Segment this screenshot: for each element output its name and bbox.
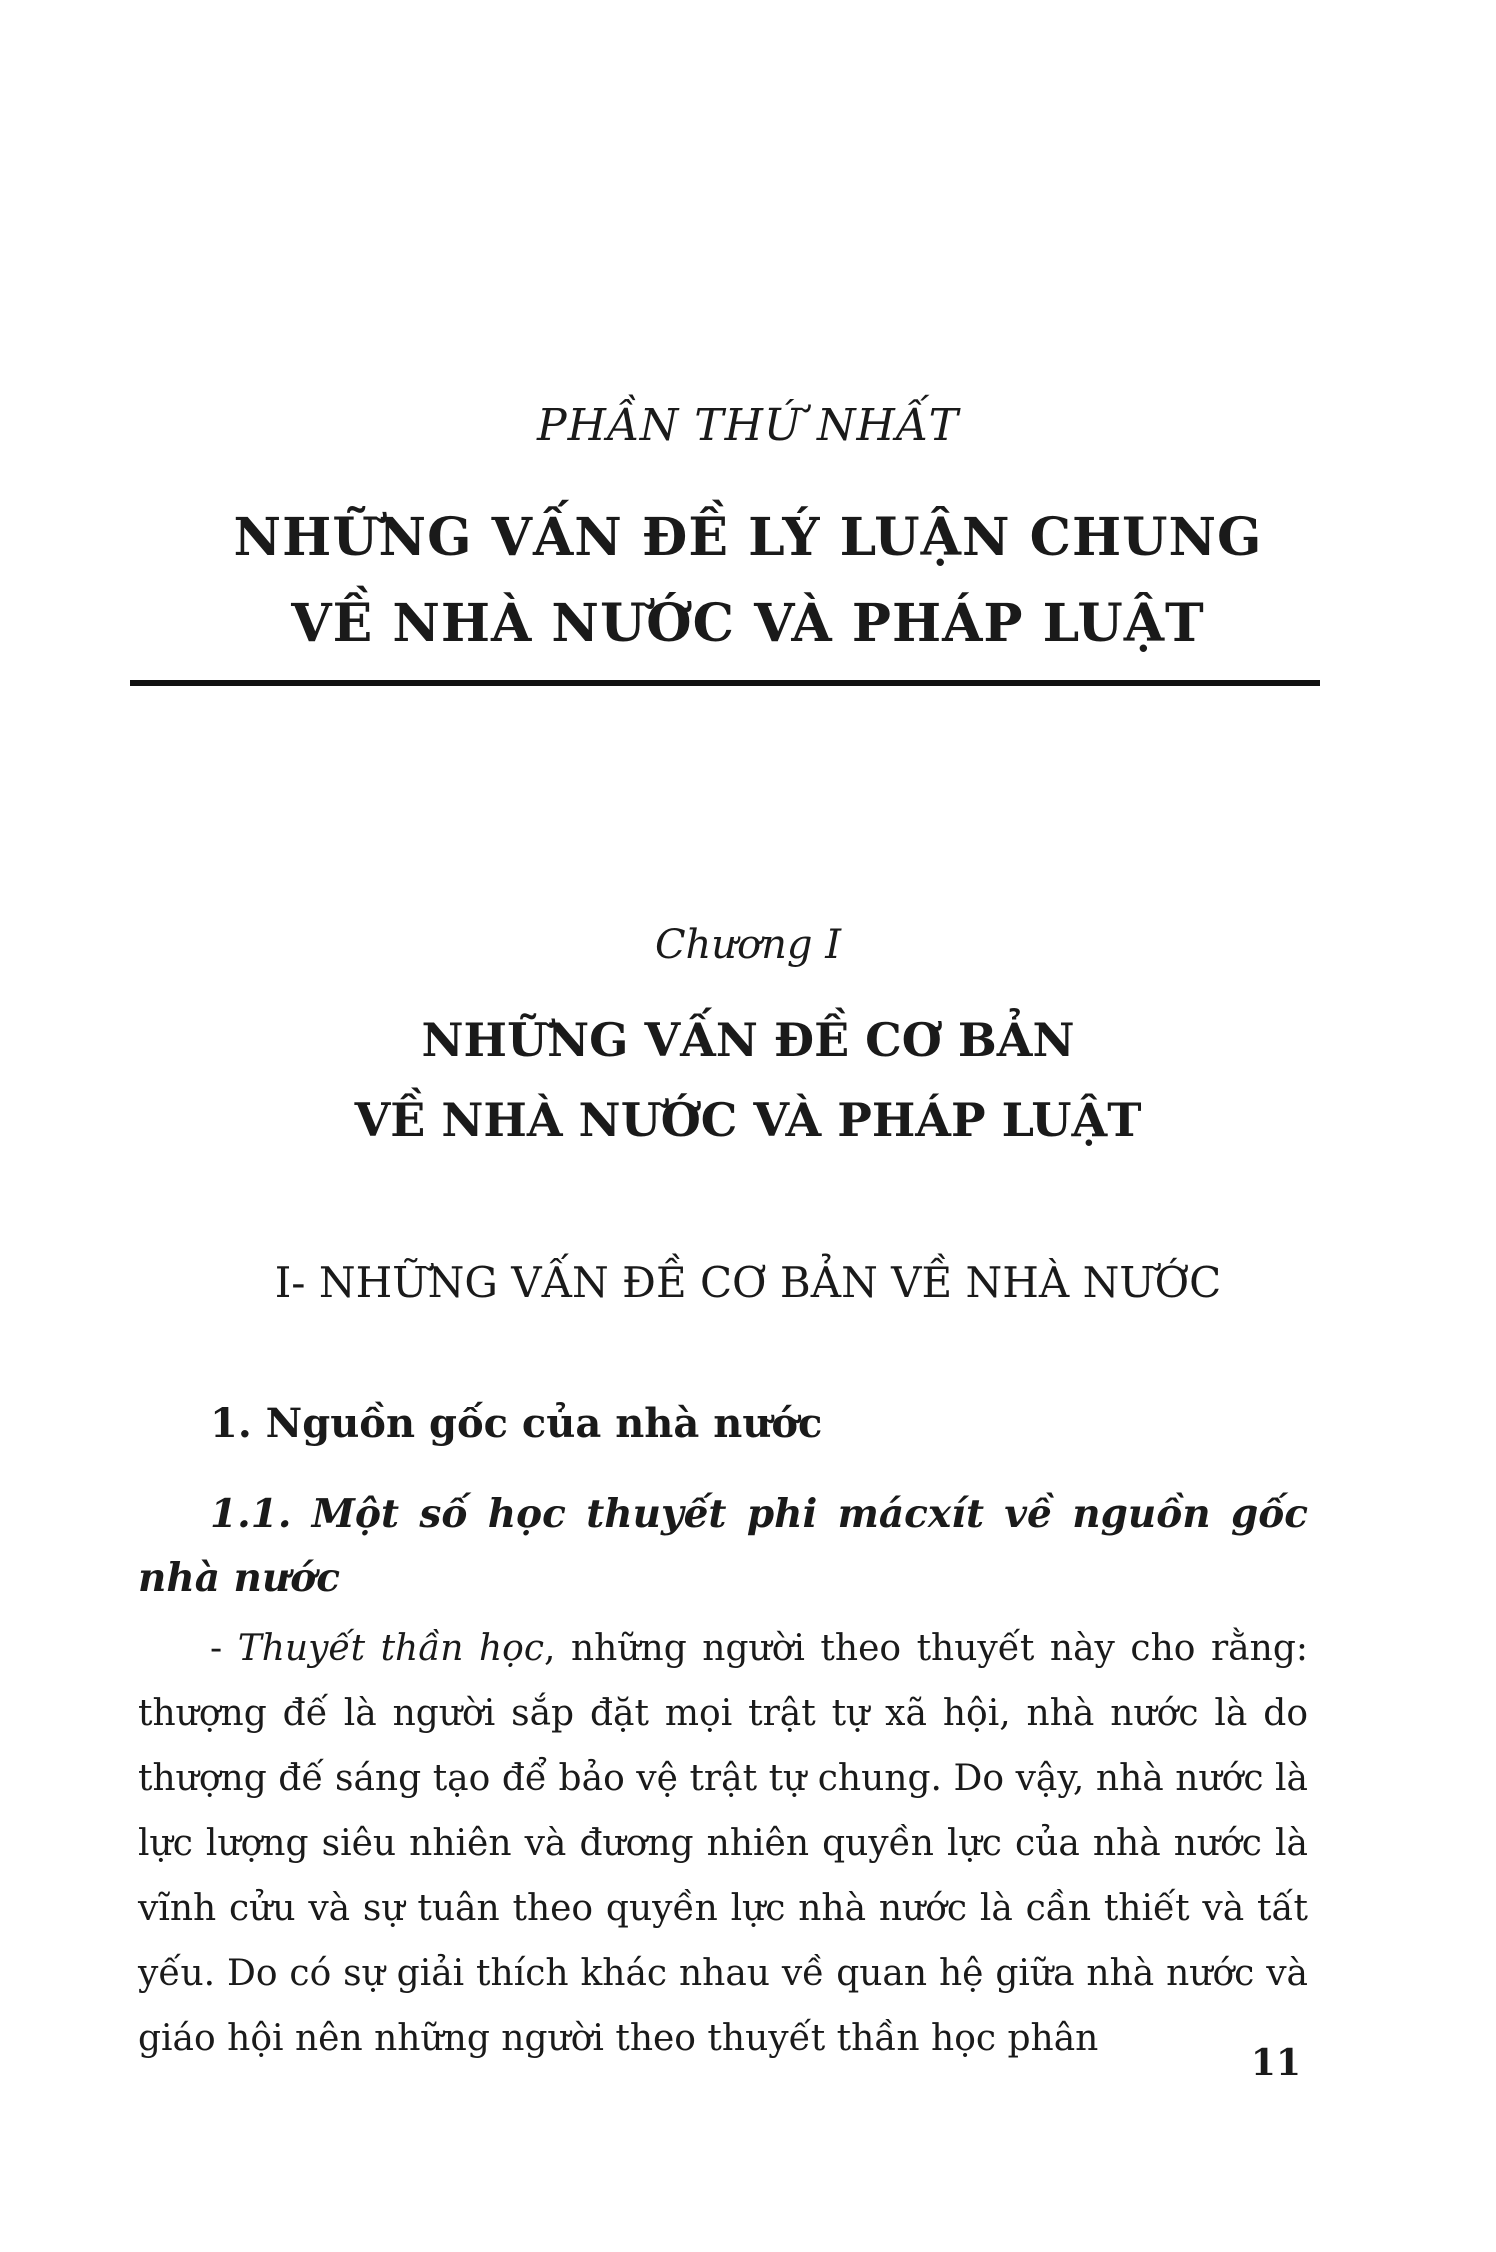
paragraph-text: , những người theo thuyết này cho rằng: thượng đế là người sắp đặt mọi trật tự xã hội, nhà nước là do thượng đế sáng tạo để bảo vệ trật tự chung. Do vậy, nhà nước là lực lượng siêu nhiên và đương nhiên quyền lực của nhà nước là vĩnh cửu và sự tuân theo quyền lực nhà nước là cần thiết và tất yếu. Do có sự giải thích khác nhau về quan hệ giữa nhà nước và giáo hội nên những người theo thuyết thần học phân	[138, 1628, 1308, 2059]
chapter-title-line-1: NHỮNG VẤN ĐỀ CƠ BẢN	[421, 1013, 1075, 1067]
body-paragraph	[138, 1616, 1308, 2071]
part-title	[0, 495, 1496, 667]
chapter-label: Chương I	[654, 922, 842, 968]
subsection-heading: 1. Nguồn gốc của nhà nước	[210, 1400, 823, 1447]
part-label: PHẦN THỨ NHẤT	[536, 400, 960, 451]
section-heading: I- NHỮNG VẤN ĐỀ CƠ BẢN VỀ NHÀ NƯỚC	[274, 1258, 1222, 1307]
paragraph-lead-dash: -	[210, 1628, 238, 1669]
chapter-title	[0, 1000, 1496, 1160]
part-title-line-1: NHỮNG VẤN ĐỀ LÝ LUẬN CHUNG	[233, 507, 1263, 568]
page-number: 11	[1250, 2042, 1301, 2084]
chapter-title-line-2: VỀ NHÀ NƯỚC VÀ PHÁP LUẬT	[354, 1093, 1142, 1147]
part-divider-rule	[130, 680, 1320, 686]
subsubsection-heading: 1.1. Một số học thuyết phi mácxít về nguồn gốc nhà nước	[138, 1491, 1308, 1601]
paragraph-lead-term: Thuyết thần học	[237, 1628, 545, 1669]
part-title-line-2: VỀ NHÀ NƯỚC VÀ PHÁP LUẬT	[291, 593, 1205, 654]
